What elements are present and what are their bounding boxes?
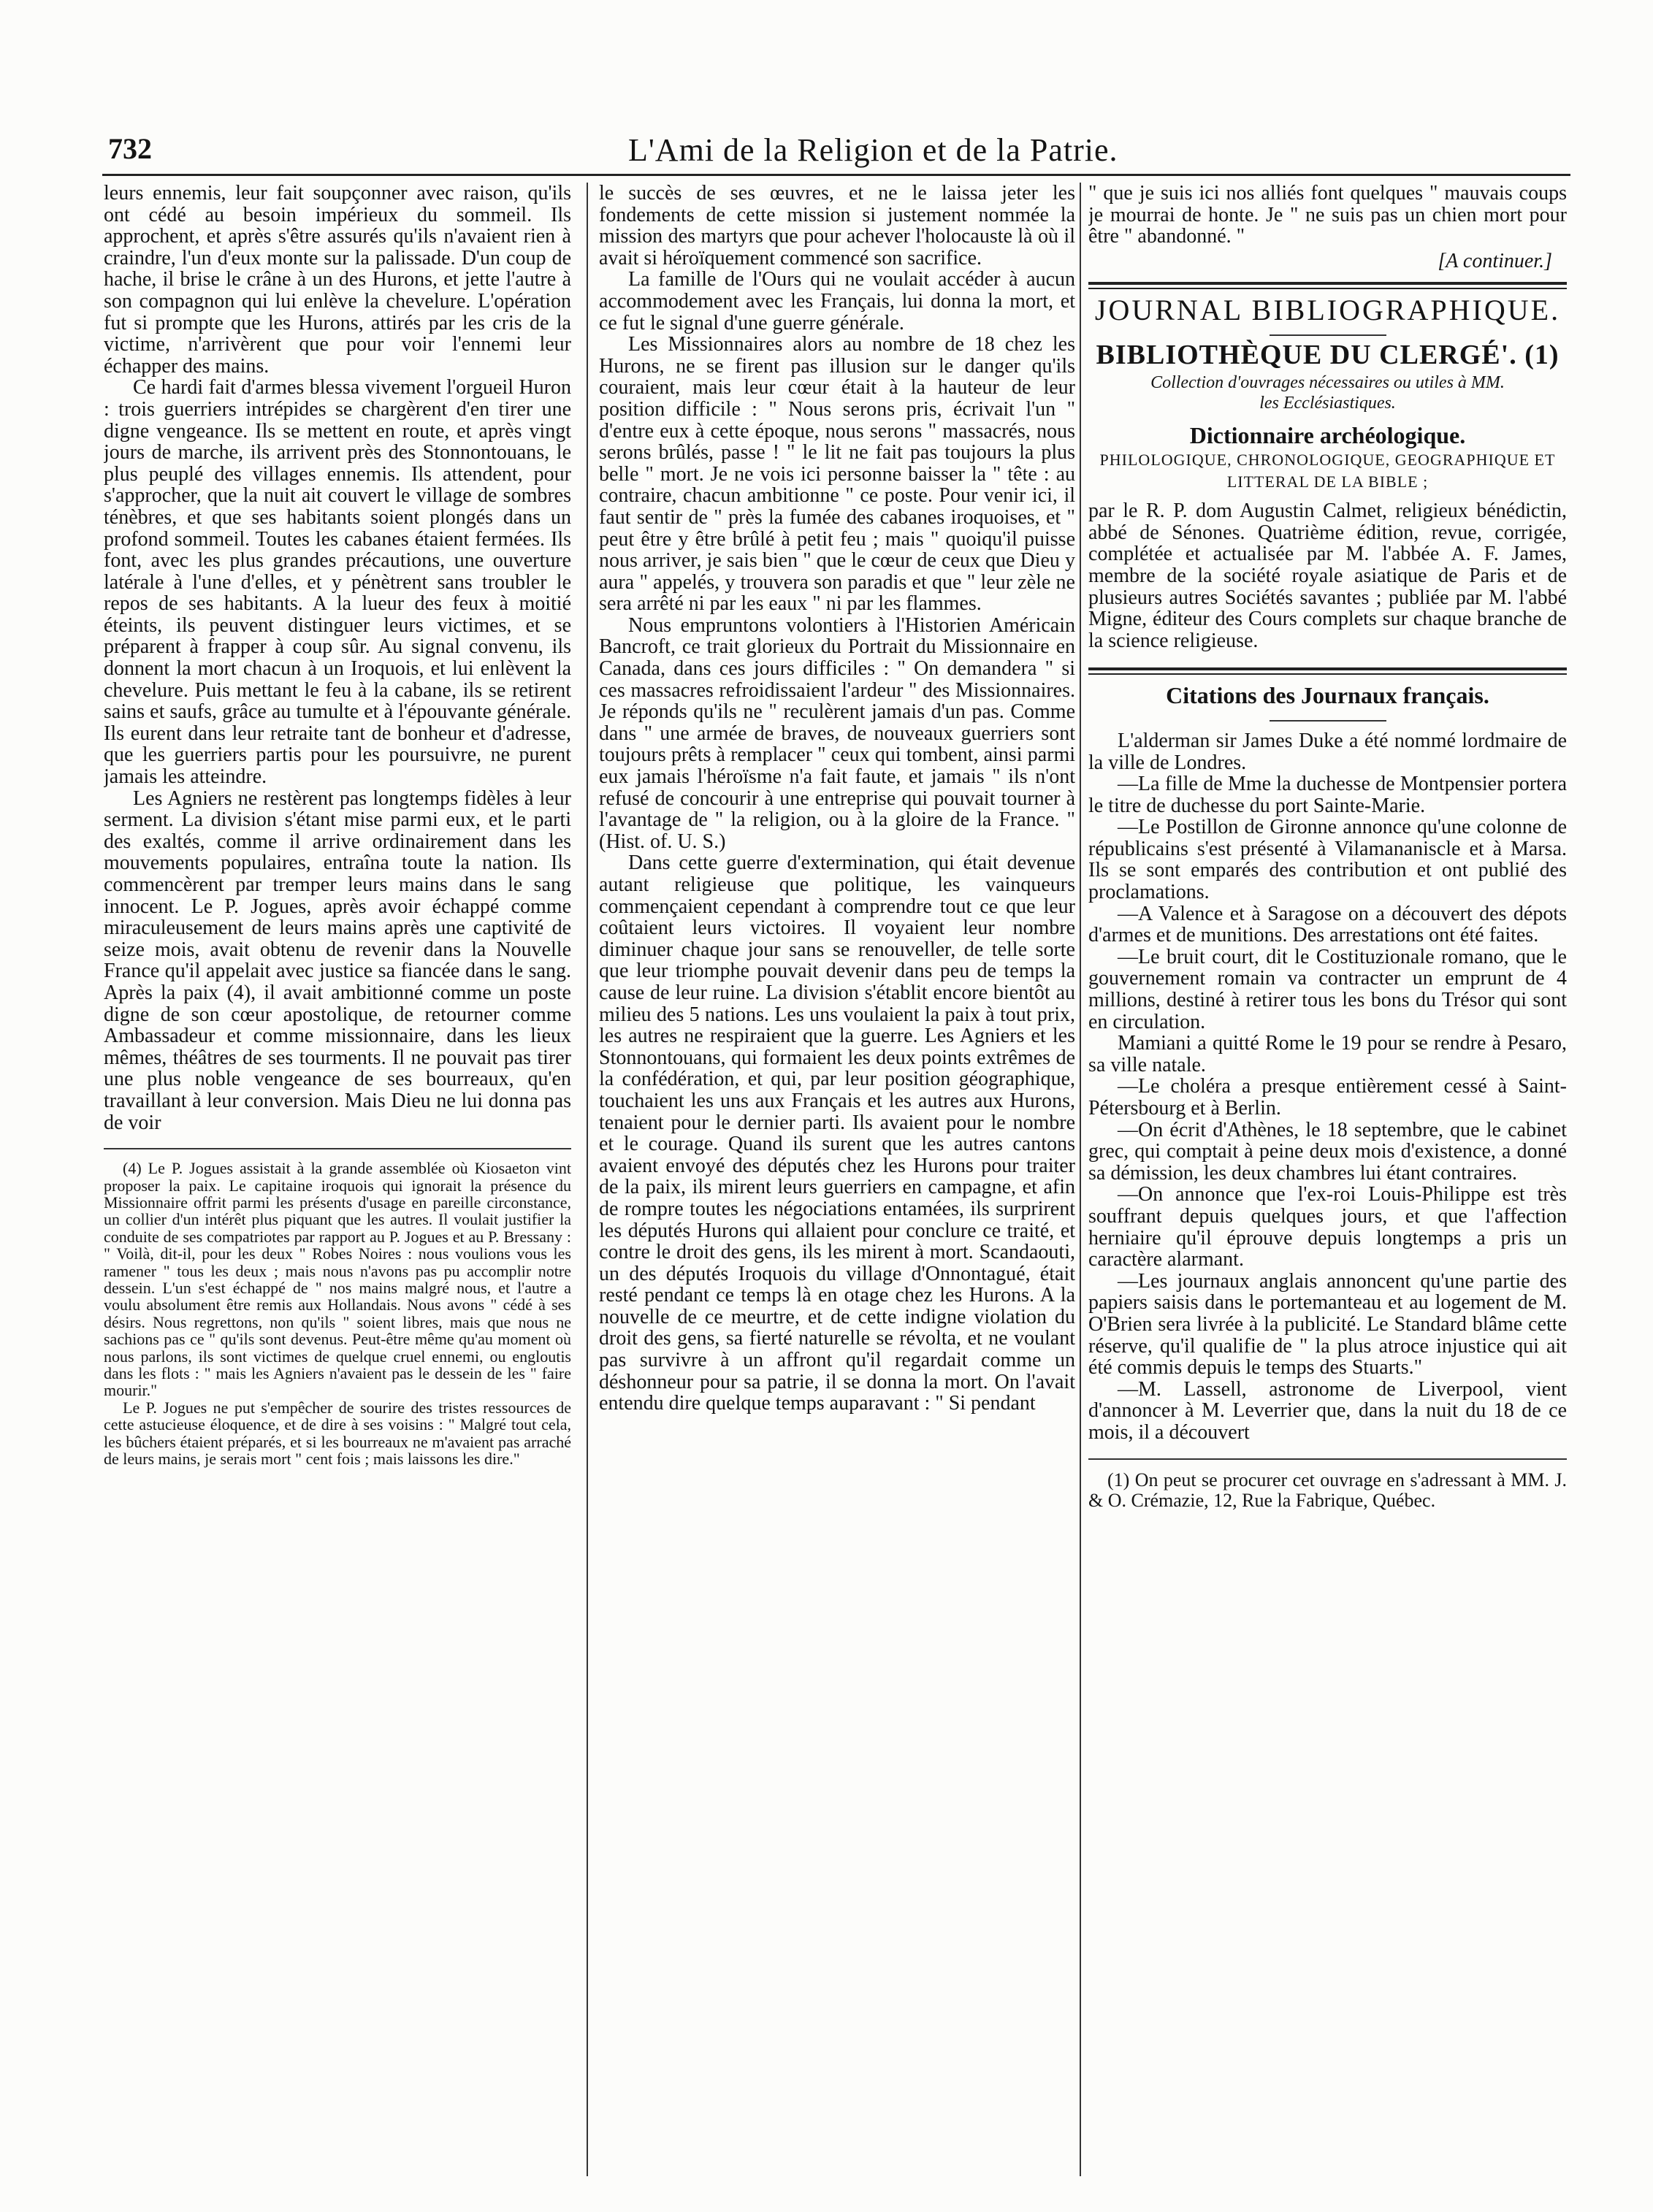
citation-item: Mamiani a quitté Rome le 19 pour se rendre à Pesaro, sa ville natale. [1088,1032,1567,1076]
paragraph: Nous empruntons volontiers à l'Historien Américain Bancroft, ce trait glorieux du Portrait du Missionnaire en Canada, dans ces jours difficiles : " On demandera " si ces massacres refroidissaient l'ardeur " des Missionnaires. Je réponds qu'ils ne " reculèrent jamais d'un pas. Comme dans " une armée de braves, de nouveaux guerriers sont toujours prêts à remplacer " ceux qui tombent, ainsi parmi eux jamais l'héroïsme n'a fait faute, et jamais " ils n'ont refusé de concourir à une entreprise qui pouvait tourner à l'avantage de " la religion, ou à la gloire de la France. " (Hist. of. U. S.) [599,613,1075,853]
citation-item: —Le Postillon de Gironne annonce qu'une colonne de républicains s'est présenté à Vilamananiscle et à Marsa. Ils se sont emparés des contribution et ont publié des proclamations. [1088,816,1567,904]
biblio-subtitle [1088,372,1567,413]
paragraph: Ce hardi fait d'armes blessa vivement l'orgueil Huron : trois guerriers intrépides se chargèrent d'en tirer une digne vengeance. Ils se mettent en route, et après vingt jours de marche, ils arrivent près des Stonnontouans, le plus peuplé des villages ennemis. Ils attendent, pour s'approcher, que la nuit ait couvert le village de sombres ténèbres, et que ses habitants soient plongés dans un profond sommeil. Toutes les cabanes étaient fermées. Ils font, avec les plus grandes précautions, une ouverture latérale à l'une d'elles, et y pénètrent sans troubler le repos de ses habitants. A la lueur des feux à moitié éteints, ils peuvent distinguer leurs victimes, et se préparent à frapper à coup sûr. Au signal convenu, ils donnent la mort chacun à un Iroquois, et lui enlèvent la chevelure. Puis mettant le feu à la cabane, ils se retirent sains et saufs, grâce au tumulte et à l'épouvante générale. Ils eurent dans leur retraite tant de bonheur et d'adresse, que les guerriers partis pour les poursuivre, ne purent jamais les atteindre. [104,376,571,789]
footnote: (1) On peut se procurer cet ouvrage en s'adressant à MM. J. & O. Crémazie, 12, Rue la Fabrique, Québec. [1088,1469,1567,1511]
middle-column [599,183,1075,2176]
section-rule [1088,673,1567,675]
page-header [102,110,1563,175]
citation-item: L'alderman sir James Duke a été nommé lordmaire de la ville de Londres. [1088,729,1567,774]
paragraph: Les Agniers ne restèrent pas longtemps fidèles à leur serment. La division s'étant mise parmi eux, et le parti des exaltés, comme il arrive ordinairement dans les mouvements populaires, entraîna toute la nation. Ils commencèrent par tremper leurs mains dans le sang innocent. Le P. Jogues, après avoir échappé comme miraculeusement de leurs mains après une captivité de seize mois, avait obtenu de revenir dans la Nouvelle France qu'il appelait avec justice sa fiancée dans le sang. Après la paix (4), il avait ambitionné comme un poste digne de son cœur apostolique, de retourner comme Ambassadeur et comme missionnaire, dans les lieux mêmes, théâtres de ses tourments. Il ne pouvait pas tirer une plus noble vengeance de ses bourreaux, qu'en travaillant à leur conversion. Mais Dieu ne lui donna pas de voir [104,787,571,1134]
biblio-subtitle-line: Collection d'ouvrages nécessaires ou utiles à MM. [1150,372,1505,392]
section-rule [1088,282,1567,285]
paragraph: leurs ennemis, leur fait soupçonner avec raison, qu'ils ont cédé au besoin impérieux du sommeil. Ils approchent, et après s'être assurés qu'ils n'avaient rien à craindre, l'un d'eux monte sur la palissade. D'un coup de hache, il brise le crâne à un des Hurons, et jette l'autre à son compagnon qui lui enlève la chevelure. L'opération fut si prompte que les Hurons, attirés par les cris de la victime, n'arrivèrent que pour voir l'ennemi leur échapper des mains. [104,183,571,378]
citation-item: —Le bruit court, dit le Costituzionale romano, que le gouvernement romain va contracter un emprunt de 4 millions, destiné à retirer tous les bons du Trésor qui sont en circulation. [1088,945,1567,1033]
section-title: JOURNAL BIBLIOGRAPHIQUE. [1094,294,1561,327]
biblio-subtitle-line: les Ecclésiastiques. [1259,393,1396,413]
continue-note: [A continuer.] [1438,249,1552,272]
citations-title: Citations des Journaux français. [1166,682,1489,709]
right-column [1088,183,1567,2176]
column-divider [587,183,588,2176]
citation-item: —Le choléra a presque entièrement cessé à Saint-Pétersbourg et à Berlin. [1088,1075,1567,1120]
section-rule [1270,334,1386,336]
dictionary-subtitle: PHILOLOGIQUE, CHRONOLOGIQUE, GEOGRAPHIQUE ET LITTERAL DE LA BIBLE ; [1099,451,1556,491]
citation-item: —On annonce que l'ex-roi Louis-Philippe est très souffrant depuis quelques jours, et que l'affection herniaire qu'il éprouve depuis longtemps a pris un caractère alarmant. [1088,1183,1567,1271]
footnotes [1088,1470,1567,1511]
section-rule [1088,288,1567,289]
column-divider [1080,183,1081,2176]
left-column [104,183,571,2176]
paragraph: La famille de l'Ours qui ne voulait accéder à aucun accommodement avec les Français, lui donna la mort, et ce fut le signal d'une guerre générale. [599,268,1075,334]
paragraph: Dans cette guerre d'extermination, qui était devenue autant religieuse que politique, les vainqueurs commençaient cependant à comprendre tout ce que leur coûtaient leurs victoires. Il voyaient leur nombre diminuer chaque jour sans se renouveller, de telle sorte que leur triomphe pouvait devenir dans peu de temps la cause de leur ruine. La division s'établit encore bientôt au milieu des 5 nations. Les uns voulaient la paix à tout prix, les autres ne respiraient que la guerre. Les Agniers et les Stonnontouans, qui formaient les deux points extrêmes de la confédération, et qui, par leur position géographique, touchaient les uns aux Français et les autres aux Hurons, tenaient pour le dernier parti. Ils avaient pour le nombre et le courage. Quand ils surent que les autres cantons avaient envoyé des députés chez les Hurons pour traiter de la paix, ils mirent leurs guerriers en campagne, et afin de rompre toutes les négociations entamées, ils surprirent les députés Hurons qui allaient pour conclure ce traité, et contre le droit des gens, ils les mirent à mort. Scandaouti, un des députés Iroquois du village d'Onnontagué, était resté pendant ce temps là en otage chez les Hurons. A la nouvelle de ce meurtre, et de cette indigne violation du droit des gens, sa fierté naturelle se révolta, et ne voulant pas survivre à un affront qu'il regardait comme un déshonneur pour sa patrie, il se donna la mort. On l'avait entendu dire quelque temps auparavant : " Si pendant [599,851,1075,1415]
footnote-rule [1088,1458,1567,1460]
citation-item: —Les journaux anglais annoncent qu'une partie des papiers saisis dans le portemanteau et au logement de M. O'Brien sera livrée à la publicité. Le Standard blâme cette réserve, qu'il qualifie de " la plus atroce injustice qui ait été commis depuis le temps des Stuarts." [1088,1269,1567,1379]
running-title: L'Ami de la Religion et de la Patrie. [628,132,1118,168]
header-rule [102,174,1570,176]
footnote-rule [104,1148,571,1149]
paragraph: " que je suis ici nos alliés font quelques " mauvais coups je mourrai de honte. Je " ne suis pas un chien mort pour être " abandonné. " [1088,183,1567,248]
footnote: Le P. Jogues ne put s'empêcher de sourire des tristes ressources de cette astucieuse éloquence, et de dire à ses voisins : " Malgré tout cela, les bûchers étaient préparés, et si les bourreaux ne m'avaient pas arraché de leurs mains, je serais mort " cent fois ; mais laissons les dire." [104,1398,571,1469]
dictionary-title: Dictionnaire archéologique. [1189,421,1466,448]
citation-item: —La fille de Mme la duchesse de Montpensier portera le titre de duchesse du port Sainte-Marie. [1088,773,1567,817]
page-number: 732 [108,132,152,165]
footnote: (4) Le P. Jogues assistait à la grande assemblée où Kiosaeton vint proposer la paix. Le capitaine iroquois qui ignorait la présence du Missionnaire offrit parmi les présents d'usage en pareille circonstance, un collier d'un intérêt plus piquant que les autres. Il voulait justifier la conduite de ses compatriotes par rapport au P. Jogues et au P. Bressany : " Voilà, dit-il, pour les deux " Robes Noires : nous voulions vous les ramener " tous les deux ; mais nous n'avons pas pu accomplir notre dessein. L'un s'est échappé de " nos mains malgré nous, et l'autre a voulu absolument être remis aux Hollandais. Nous avons " cédé à ses désirs. Nous regrettons, non qu'ils " soient libres, mais que nous ne sachions pas ce " qu'ils sont devenus. Peut-être même qu'au moment où nous parlons, ils sont victimes de quelque cruel ennemi, ou engloutis dans les flots : " mais les Agniers n'avaient pas le dessein de les " faire mourir." [104,1159,571,1400]
biblio-title: BIBLIOTHÈQUE DU CLERGÉ'. (1) [1096,339,1560,370]
section-rule [1270,720,1386,722]
citation-item: —On écrit d'Athènes, le 18 septembre, que le cabinet grec, qui comptait à peine deux mois d'existence, a donné sa démission, les deux chambres lui étant contraires. [1088,1118,1567,1185]
citation-item: —A Valence et à Saragose on a découvert des dépots d'armes et de munitions. Des arrestations ont été faites. [1088,902,1567,947]
section-rule [1088,667,1567,670]
paragraph: le succès de ses œuvres, et ne le laissa jeter les fondements de cette mission si justement nommée la mission des martyrs que pour achever l'holocauste là où il avait si héroïquement commencé son sacrifice. [599,183,1075,269]
paragraph: par le R. P. dom Augustin Calmet, religieux bénédictin, abbé de Sénones. Quatrième édition, revue, corrigée, complétée et actualisée par M. l'abbée A. F. James, membre de la société royale asiatique de Paris et de plusieurs autres Sociétés savantes ; publiée par M. l'abbé Migne, éditeur des Cours complets sur chaque branche de la science religieuse. [1088,500,1567,652]
citation-item: —M. Lassell, astronome de Liverpool, vient d'annoncer à M. Leverrier que, dans la nuit du 18 de ce mois, il a découvert [1088,1377,1567,1444]
footnotes [104,1160,571,1467]
paragraph: Les Missionnaires alors au nombre de 18 chez les Hurons, ne se firent pas illusion sur le danger qu'ils couraient, mais leur cœur était à la hauteur de leur position difficile : " Nous serons pris, écrivait l'un " d'entre eux à cette époque, nous serons " massacrés, nous serons brûlés, passe ! " le lit ne fait pas toujours la plus belle " mort. Je ne vois ici personne baisser la " tête : au contraire, chacun ambitionne " ce poste. Pour venir ici, il faut sentir de " près la fumée des cabanes iroquoises, et " peut être y être brûlé à petit feu ; mais " quoiqu'il puisse nous arriver, je sais bien " que le cœur de ceux que Dieu y aura " appelés, y trouvera son paradis et que " leur zèle ne sera arrêté ni par les eaux " ni par les flammes. [599,333,1075,616]
